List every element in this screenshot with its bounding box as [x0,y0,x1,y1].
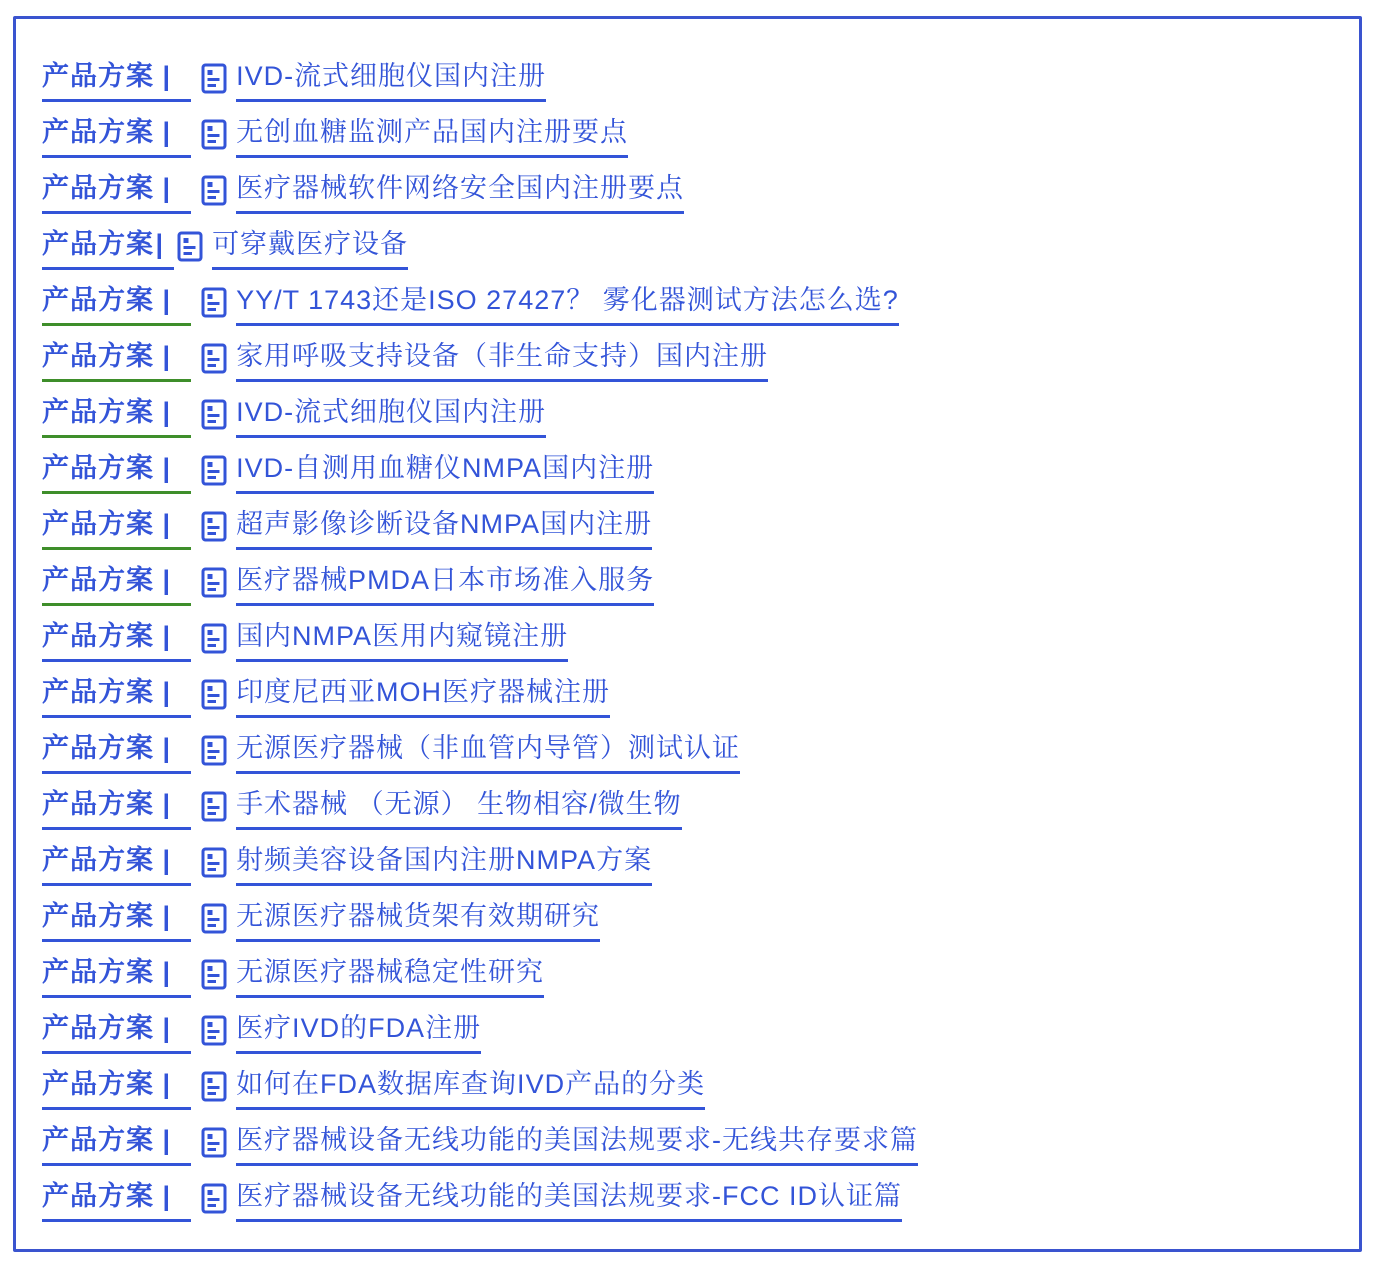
article-link[interactable]: 无源医疗器械货架有效期研究 [236,900,600,942]
article-link[interactable]: 超声影像诊断设备NMPA国内注册 [236,508,652,550]
article-link[interactable]: 医疗IVD的FDA注册 [236,1012,481,1054]
list-item [42,780,918,836]
list-item [42,164,918,220]
document-icon [201,119,227,150]
article-link[interactable]: 无源医疗器械（非血管内导管）测试认证 [236,732,740,774]
category-link[interactable]: 产品方案 | [42,340,191,382]
category-link[interactable]: 产品方案 | [42,844,191,886]
category-link[interactable]: 产品方案 | [42,228,174,270]
list-item [42,500,918,556]
article-link[interactable]: 如何在FDA数据库查询IVD产品的分类 [236,1068,705,1110]
category-link[interactable]: 产品方案 | [42,172,191,214]
document-icon [201,455,227,486]
category-link[interactable]: 产品方案 | [42,452,191,494]
document-icon [201,623,227,654]
category-link[interactable]: 产品方案 | [42,676,191,718]
list-item [42,556,918,612]
article-link[interactable]: IVD-流式细胞仪国内注册 [236,396,546,438]
article-link[interactable]: 医疗器械软件网络安全国内注册要点 [236,172,684,214]
category-link[interactable]: 产品方案 | [42,732,191,774]
category-link[interactable]: 产品方案 | [42,900,191,942]
category-link[interactable]: 产品方案 | [42,60,191,102]
category-link[interactable]: 产品方案 | [42,1068,191,1110]
list-item [42,52,918,108]
document-icon [201,567,227,598]
category-link[interactable]: 产品方案 | [42,116,191,158]
list-item [42,1060,918,1116]
article-link[interactable]: 医疗器械设备无线功能的美国法规要求-FCC ID认证篇 [236,1180,902,1222]
list-item [42,724,918,780]
list-item [42,108,918,164]
list-item [42,276,918,332]
category-link[interactable]: 产品方案 | [42,1012,191,1054]
category-link[interactable]: 产品方案 | [42,284,191,326]
list-item [42,388,918,444]
article-link[interactable]: 手术器械 （无源） 生物相容/微生物 [236,788,682,830]
list-item [42,1172,918,1228]
list-item [42,612,918,668]
article-link[interactable]: 医疗器械设备无线功能的美国法规要求-无线共存要求篇 [236,1124,918,1166]
article-link[interactable]: IVD-自测用血糖仪NMPA国内注册 [236,452,654,494]
article-link[interactable]: 可穿戴医疗设备 [212,228,408,270]
document-icon [177,231,203,262]
document-icon [201,735,227,766]
article-link[interactable]: IVD-流式细胞仪国内注册 [236,60,546,102]
list-item [42,1116,918,1172]
document-icon [201,959,227,990]
list-item [42,332,918,388]
article-link[interactable]: 家用呼吸支持设备（非生命支持）国内注册 [236,340,768,382]
category-link[interactable]: 产品方案 | [42,956,191,998]
list-item [42,836,918,892]
list-item [42,1004,918,1060]
article-link[interactable]: 印度尼西亚MOH医疗器械注册 [236,676,610,718]
article-link[interactable]: 无源医疗器械稳定性研究 [236,956,544,998]
category-link[interactable]: 产品方案 | [42,508,191,550]
category-link[interactable]: 产品方案 | [42,620,191,662]
article-link[interactable]: YY/T 1743还是ISO 27427？ 雾化器测试方法怎么选? [236,284,899,326]
document-icon [201,1183,227,1214]
category-link[interactable]: 产品方案 | [42,1180,191,1222]
article-link[interactable]: 射频美容设备国内注册NMPA方案 [236,844,652,886]
document-icon [201,679,227,710]
document-icon [201,287,227,318]
category-link[interactable]: 产品方案 | [42,788,191,830]
document-icon [201,63,227,94]
list-item [42,668,918,724]
article-link[interactable]: 国内NMPA医用内窥镜注册 [236,620,568,662]
link-list [42,52,918,1228]
document-icon [201,903,227,934]
document-icon [201,175,227,206]
category-link[interactable]: 产品方案 | [42,564,191,606]
category-link[interactable]: 产品方案 | [42,396,191,438]
document-icon [201,343,227,374]
document-icon [201,847,227,878]
list-item [42,220,918,276]
document-icon [201,1071,227,1102]
category-link[interactable]: 产品方案 | [42,1124,191,1166]
list-item [42,948,918,1004]
document-icon [201,399,227,430]
list-item [42,444,918,500]
document-icon [201,511,227,542]
article-link[interactable]: 医疗器械PMDA日本市场准入服务 [236,564,654,606]
document-icon [201,1015,227,1046]
document-icon [201,791,227,822]
document-icon [201,1127,227,1158]
article-link[interactable]: 无创血糖监测产品国内注册要点 [236,116,628,158]
list-item [42,892,918,948]
